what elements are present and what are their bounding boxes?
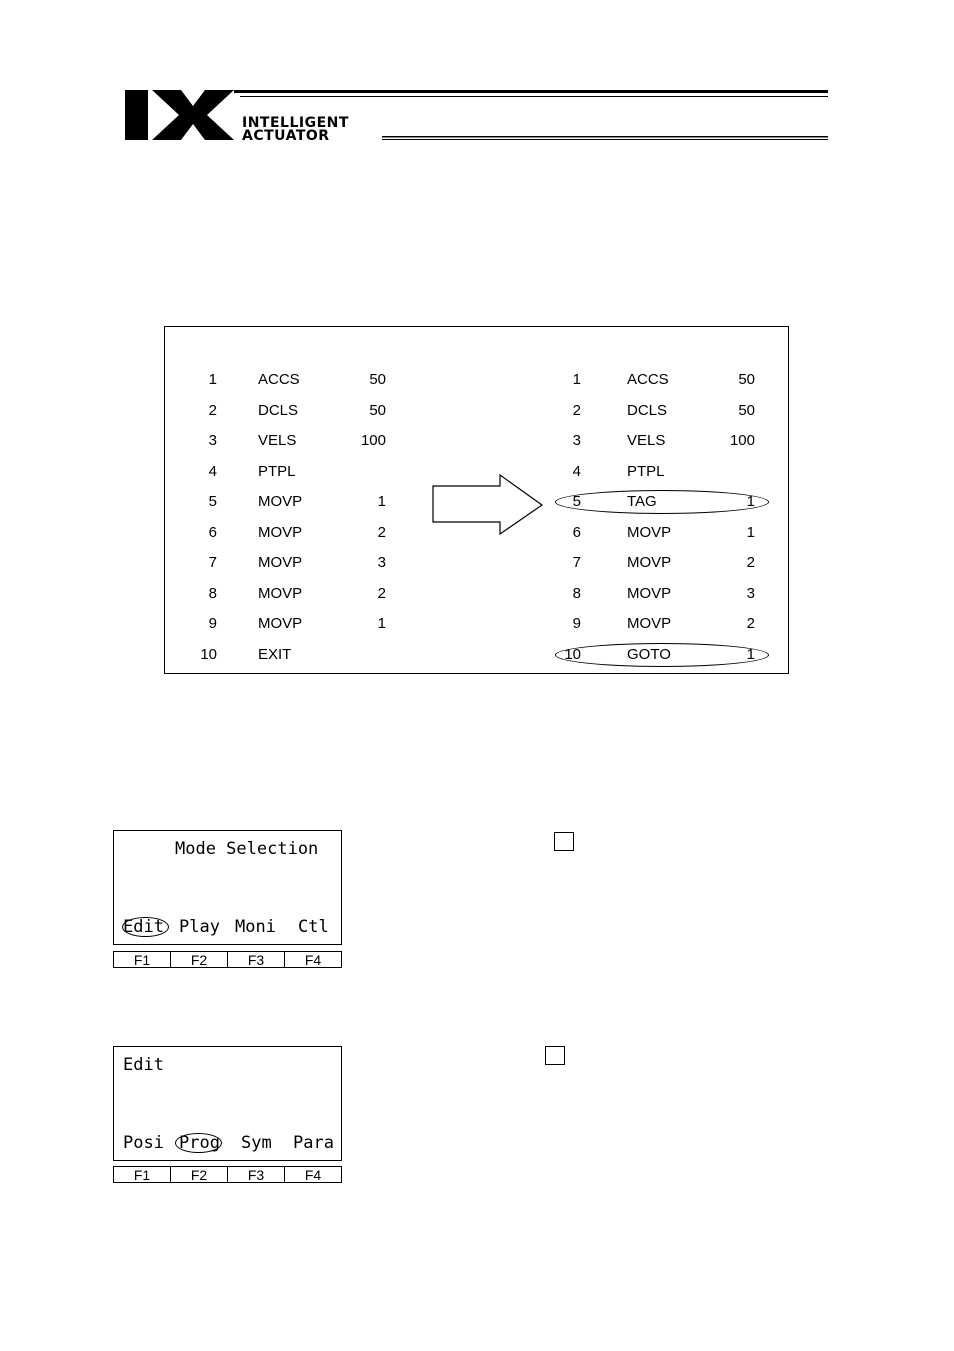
brand-line-1: INTELLIGENT: [242, 115, 349, 131]
command-name: MOVP: [627, 584, 672, 602]
program-step-row: [0, 584, 954, 604]
operand-value: 1: [746, 493, 755, 510]
command-name: DCLS: [258, 401, 299, 419]
operand-value: 100: [360, 432, 386, 449]
f1-key[interactable]: F1: [114, 952, 171, 967]
f2-key[interactable]: F2: [171, 1167, 228, 1182]
menu-posi[interactable]: Posi: [123, 1133, 164, 1153]
f4-key[interactable]: F4: [304, 1167, 322, 1183]
step-number: 6: [208, 523, 217, 541]
highlight-goto-row: [555, 643, 769, 667]
step-number: 3: [208, 432, 217, 449]
operand-value: 50: [369, 371, 386, 388]
step-number: 6: [572, 523, 581, 541]
step-number: 5: [572, 493, 581, 510]
command-name: VELS: [258, 432, 297, 449]
step-number: 4: [208, 462, 217, 480]
pendant-screen-mode-selection: [113, 830, 342, 945]
key-square-icon: [545, 1046, 565, 1065]
command-name: ACCS: [627, 371, 669, 388]
step-number: 1: [208, 371, 217, 388]
command-name: MOVP: [627, 523, 672, 541]
command-name: EXIT: [258, 645, 292, 663]
step-number: 8: [572, 584, 581, 602]
step-number: 7: [208, 554, 217, 571]
command-name: MOVP: [258, 584, 303, 602]
menu-ctl[interactable]: Ctl: [298, 917, 329, 937]
f1-key[interactable]: F1: [114, 1167, 171, 1182]
key-square-icon: [554, 832, 574, 851]
step-number: 3: [572, 432, 581, 449]
operand-value: 2: [377, 523, 386, 541]
command-name: GOTO: [627, 645, 671, 663]
right-arrow-icon: [432, 474, 544, 536]
operand-value: 3: [377, 554, 386, 571]
function-keys-1: [113, 951, 342, 968]
command-name: MOVP: [258, 493, 303, 510]
screen-title: Edit: [123, 1055, 164, 1075]
step-number: 10: [200, 645, 217, 663]
program-step-row: [0, 431, 954, 451]
operand-value: 1: [377, 615, 386, 632]
operand-value: 2: [746, 615, 755, 632]
menu-para[interactable]: Para: [293, 1133, 334, 1153]
screen-title: Mode Selection: [175, 839, 319, 859]
program-step-row: [0, 645, 954, 665]
command-name: TAG: [627, 493, 657, 510]
operand-value: 1: [377, 493, 386, 510]
operand-value: 100: [729, 432, 755, 449]
step-number: 8: [208, 584, 217, 602]
command-name: MOVP: [258, 615, 303, 632]
menu-moni[interactable]: Moni: [235, 917, 276, 937]
operand-value: 50: [738, 401, 755, 419]
step-number: 9: [208, 615, 217, 632]
operand-value: 2: [377, 584, 386, 602]
step-number: 1: [572, 371, 581, 388]
function-keys-2: [113, 1166, 342, 1183]
command-name: DCLS: [627, 401, 668, 419]
step-number: 10: [564, 645, 581, 663]
menu-edit[interactable]: Edit: [123, 917, 164, 937]
f4-key[interactable]: F4: [304, 952, 322, 968]
step-number: 2: [208, 401, 217, 419]
command-name: MOVP: [627, 615, 672, 632]
f2-key[interactable]: F2: [171, 952, 228, 967]
command-name: MOVP: [258, 554, 303, 571]
command-name: PTPL: [627, 462, 665, 480]
command-name: MOVP: [258, 523, 303, 541]
operand-value: 50: [369, 401, 386, 419]
brand-line-2: ACTUATOR: [242, 128, 330, 144]
operand-value: 1: [746, 523, 755, 541]
step-number: 2: [572, 401, 581, 419]
step-number: 5: [208, 493, 217, 510]
ix-logo-icon: [0, 0, 954, 150]
command-name: PTPL: [258, 462, 296, 480]
step-number: 4: [572, 462, 581, 480]
command-name: MOVP: [627, 554, 672, 571]
operand-value: 2: [746, 554, 755, 571]
highlight-edit: [122, 917, 169, 937]
program-step-row: [0, 401, 954, 421]
program-step-row: [0, 370, 954, 390]
operand-value: 3: [746, 584, 755, 602]
operand-value: 1: [746, 645, 755, 663]
highlight-prog: [175, 1133, 222, 1153]
highlight-tag-row: [555, 490, 769, 514]
step-number: 7: [572, 554, 581, 571]
operand-value: 50: [738, 371, 755, 388]
program-step-row: [0, 553, 954, 573]
f3-key[interactable]: F3: [228, 1167, 285, 1182]
menu-prog[interactable]: Prog: [179, 1133, 220, 1153]
menu-sym[interactable]: Sym: [241, 1133, 272, 1153]
step-number: 9: [572, 615, 581, 632]
f3-key[interactable]: F3: [228, 952, 285, 967]
command-name: VELS: [627, 432, 666, 449]
menu-play[interactable]: Play: [179, 917, 220, 937]
program-step-row: [0, 614, 954, 634]
command-name: ACCS: [258, 371, 300, 388]
pendant-screen-edit: [113, 1046, 342, 1161]
